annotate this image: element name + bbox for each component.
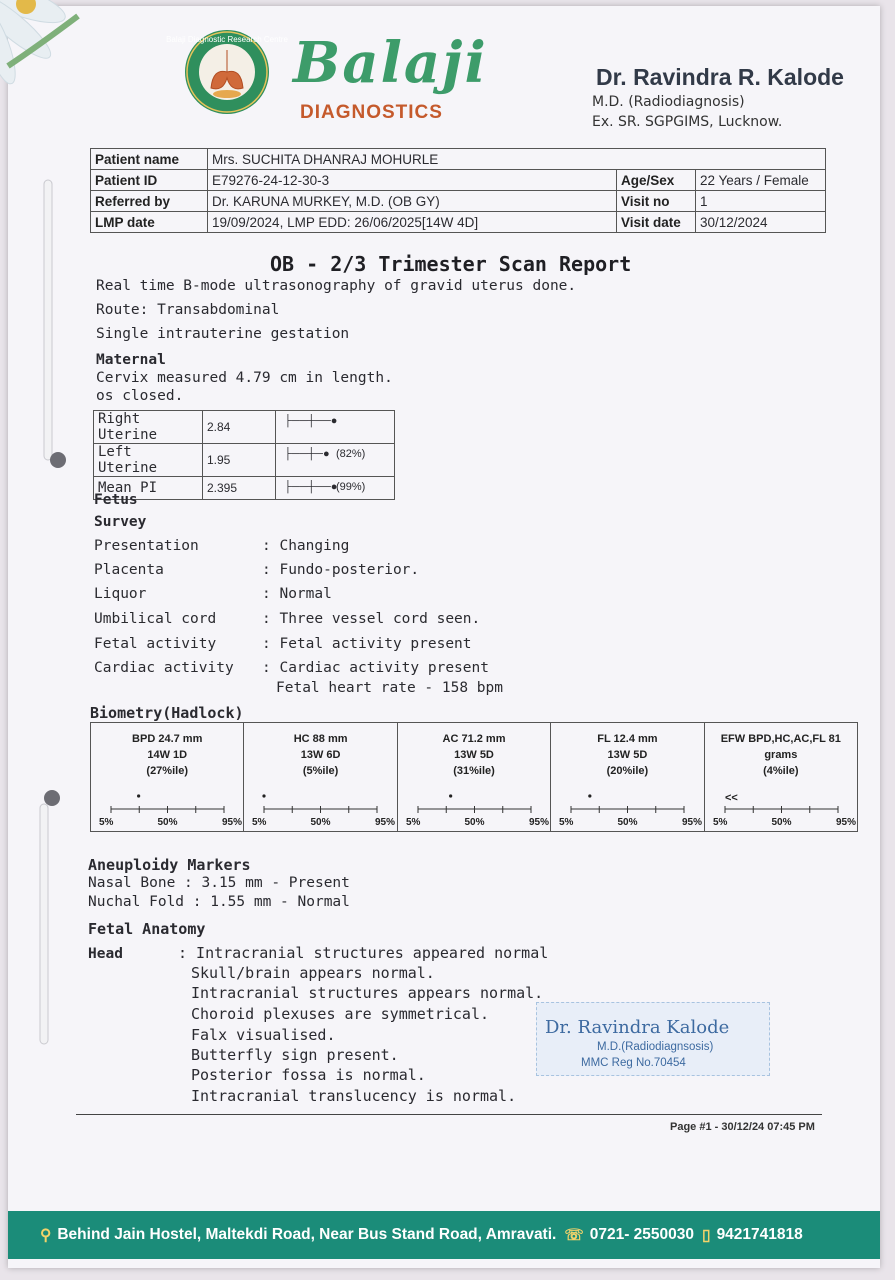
biometry-line: HC 88 mm — [293, 733, 348, 745]
intro-line: Real time B-mode ultrasonography of gravid uterus done. — [96, 278, 577, 294]
biometry-line: (4%ile) — [763, 765, 799, 777]
percentile-scale — [244, 791, 397, 831]
fetal-anatomy-heading: Fetal Anatomy — [88, 920, 206, 938]
biometry-line: grams — [764, 749, 798, 761]
survey-label: Placenta — [94, 562, 164, 578]
doctor-name: Dr. Ravindra R. Kalode — [596, 64, 844, 90]
scale-label: 5% — [405, 817, 421, 828]
biometry-heading: Biometry(Hadlock) — [90, 704, 244, 722]
flower-decoration-icon — [8, 6, 128, 96]
biometry-line: BPD 24.7 mm — [132, 733, 203, 745]
percentile-point — [588, 794, 591, 797]
percentile-scale — [705, 791, 858, 831]
agesex-value: 22 Years / Female — [696, 170, 826, 191]
scale-label: 95% — [375, 817, 396, 828]
pi-name: Mean PI — [94, 477, 203, 500]
scale-label: 5% — [252, 817, 267, 828]
page-info: Page #1 - 30/12/24 07:45 PM — [670, 1121, 815, 1133]
patient-name-label: Patient name — [91, 149, 208, 170]
biometry-line: (5%ile) — [302, 765, 339, 777]
fetal-heart-rate: Fetal heart rate - 158 bpm — [276, 680, 503, 696]
visit-no: 1 — [696, 191, 826, 212]
survey-label: Umbilical cord — [94, 611, 217, 627]
pi-value: 2.84 — [203, 411, 276, 444]
survey-label: Fetal activity — [94, 636, 217, 652]
head-line: Intracranial translucency is normal. — [191, 1087, 517, 1105]
agesex-label: Age/Sex — [617, 170, 696, 191]
scale-label: 95% — [835, 817, 856, 828]
percentile-scale — [398, 791, 551, 831]
footer-mobile: 9421741818 — [716, 1226, 803, 1243]
survey-heading: Survey — [94, 514, 147, 530]
maternal-line: os closed. — [96, 388, 184, 404]
visit-date: 30/12/2024 — [696, 212, 826, 233]
location-pin-icon: ⚲ — [40, 1226, 52, 1244]
head-line: : Intracranial structures appeared normal — [178, 944, 549, 962]
pi-name: Left Uterine — [94, 444, 203, 477]
doctor-stamp — [536, 1002, 770, 1076]
scale-label: 50% — [157, 817, 178, 828]
nuchal-fold: Nuchal Fold : 1.55 mm - Normal — [88, 894, 350, 910]
referred-by-label: Referred by — [91, 191, 208, 212]
patient-id: E79276-24-12-30-3 — [208, 170, 617, 191]
biometry-line: (27%ile) — [146, 765, 188, 777]
survey-value: : Fetal activity present — [262, 636, 472, 652]
pi-table — [93, 410, 395, 500]
survey-label: Cardiac activity — [94, 660, 234, 676]
pi-value: 1.95 — [203, 444, 276, 477]
aneuploidy-heading: Aneuploidy Markers — [88, 856, 251, 874]
referred-by: Dr. KARUNA MURKEY, M.D. (OB GY) — [208, 191, 617, 212]
maternal-line: Cervix measured 4.79 cm in length. — [96, 370, 393, 386]
biometry-table — [90, 722, 858, 832]
biometry-cell — [551, 723, 704, 831]
pi-percent: (82%) — [336, 448, 366, 460]
balaji-logo-icon — [166, 28, 288, 116]
biometry-cell — [705, 723, 857, 831]
scale-label: 5% — [712, 817, 728, 828]
biometry-line: 13W 5D — [454, 749, 494, 761]
scale-label: 50% — [617, 817, 638, 828]
survey-value: : Changing — [262, 538, 350, 554]
head-line: Posterior fossa is normal. — [191, 1066, 426, 1084]
biometry-line: AC 71.2 mm — [442, 733, 506, 745]
patient-id-label: Patient ID — [91, 170, 208, 191]
head-line: Falx visualised. — [191, 1026, 336, 1044]
pi-value: 2.395 — [203, 477, 276, 500]
pi-row — [94, 444, 395, 477]
percentile-point — [137, 794, 140, 797]
pi-name: Right Uterine — [94, 411, 203, 444]
stamp-degree: M.D.(Radiodiagnsosis) — [597, 1041, 714, 1053]
report-title: OB - 2/3 Trimester Scan Report — [270, 252, 632, 276]
brand-name: Balaji — [293, 30, 488, 96]
head-line: Choroid plexuses are symmetrical. — [191, 1005, 490, 1023]
percentile-scale — [551, 791, 704, 831]
survey-label: Presentation — [94, 538, 199, 554]
maternal-heading: Maternal — [96, 352, 166, 368]
survey-value: : Three vessel cord seen. — [262, 611, 481, 627]
scale-label: 95% — [528, 817, 549, 828]
biometry-line: (31%ile) — [453, 765, 495, 777]
stamp-name: Dr. Ravindra Kalode — [545, 1017, 730, 1038]
pi-gauge: ├──┼─● (82%) — [276, 444, 395, 477]
scale-label: 95% — [221, 817, 242, 828]
pi-percent: (99%) — [336, 481, 366, 493]
pi-row — [94, 411, 395, 444]
patient-name: Mrs. SUCHITA DHANRAJ MOHURLE — [208, 149, 826, 170]
pi-gauge: ├──┼──● — [276, 411, 395, 444]
survey-value: : Normal — [262, 586, 332, 602]
logo-ring-text: Balaji Diagnostic Research Centre — [166, 35, 288, 44]
pi-row — [94, 477, 395, 500]
below-range-marker: << — [724, 792, 738, 804]
scale-label: 50% — [771, 817, 792, 828]
biometry-line: (20%ile) — [606, 765, 649, 777]
biometry-line: 13W 5D — [607, 749, 648, 761]
survey-value: : Cardiac activity present — [262, 660, 489, 676]
visit-no-label: Visit no — [617, 191, 696, 212]
page-divider — [76, 1114, 822, 1115]
doctor-experience: Ex. SR. SGPGIMS, Lucknow. — [592, 114, 783, 130]
percentile-scale — [91, 791, 244, 831]
biometry-line: EFW BPD,HC,AC,FL 81 — [720, 733, 841, 745]
head-label: Head — [88, 946, 123, 962]
intro-line: Single intrauterine gestation — [96, 326, 350, 342]
stamp-reg: MMC Reg No.70454 — [581, 1057, 686, 1069]
head-line: Intracranial structures appears normal. — [191, 984, 544, 1002]
biometry-cell — [91, 723, 244, 831]
visit-date-label: Visit date — [617, 212, 696, 233]
percentile-point — [263, 794, 266, 797]
binder-clip-icon — [36, 180, 76, 470]
intro-line: Route: Transabdominal — [96, 302, 280, 318]
biometry-line: 14W 1D — [147, 749, 188, 761]
footer-address: Behind Jain Hostel, Maltekdi Road, Near Bus Stand Road, Amravati. — [57, 1226, 557, 1243]
fetus-heading: Fetus — [94, 492, 138, 508]
scale-label: 5% — [99, 817, 114, 828]
percentile-point — [449, 794, 452, 797]
head-line: Skull/brain appears normal. — [191, 964, 435, 982]
scale-label: 95% — [682, 817, 703, 828]
head-line: Butterfly sign present. — [191, 1046, 399, 1064]
lmp-date: 19/09/2024, LMP EDD: 26/06/2025[14W 4D] — [208, 212, 617, 233]
lmp-label: LMP date — [91, 212, 208, 233]
footer-bar — [8, 1211, 880, 1259]
scale-label: 5% — [559, 817, 574, 828]
phone-icon: ☏ — [564, 1226, 584, 1244]
doctor-degree: M.D. (Radiodiagnosis) — [592, 94, 745, 110]
survey-label: Liquor — [94, 586, 147, 602]
footer-phone: 0721- 2550030 — [589, 1226, 695, 1243]
binder-clip-icon — [20, 790, 60, 1050]
biometry-cell — [244, 723, 397, 831]
report-page — [8, 6, 880, 1268]
scale-label: 50% — [464, 817, 485, 828]
brand-subtitle: DIAGNOSTICS — [300, 102, 443, 123]
nasal-bone: Nasal Bone : 3.15 mm - Present — [88, 875, 350, 891]
scale-label: 50% — [310, 817, 331, 828]
biometry-line: 13W 6D — [300, 749, 341, 761]
survey-value: : Fundo-posterior. — [262, 562, 420, 578]
biometry-line: FL 12.4 mm — [597, 733, 658, 745]
biometry-cell — [398, 723, 551, 831]
pi-gauge: ├──┼──● (99%) — [276, 477, 395, 500]
patient-info-table — [90, 148, 826, 233]
mobile-icon: ▯ — [702, 1226, 711, 1244]
